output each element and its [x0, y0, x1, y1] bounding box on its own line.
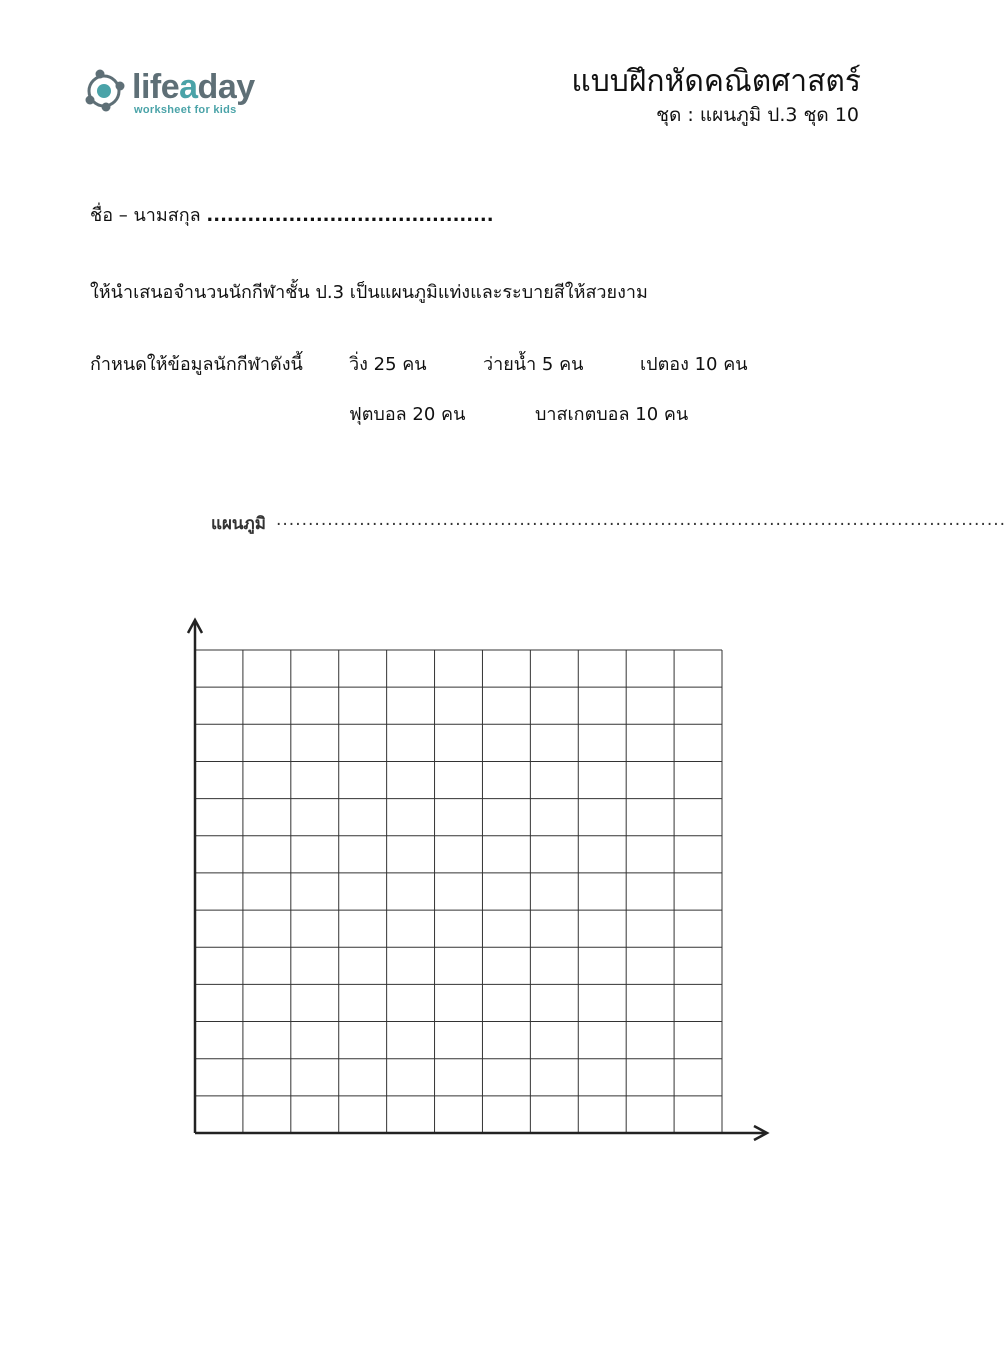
given-item-basketball: บาสเกตบอล 10 คน — [535, 404, 689, 425]
instruction-text: ให้นำเสนอจำนวนนักกีฬาชั้น ป.3 เป็นแผนภูมิแท่งและระบายสีให้สวยงาม — [90, 282, 648, 303]
brand-name: lifeaday — [132, 68, 255, 106]
chart-title-label: แผนภูมิ — [211, 514, 266, 534]
given-item-petanque: เปตอง 10 คน — [640, 354, 748, 375]
name-blank[interactable]: .......................................... — [206, 205, 494, 226]
chart-title-blank[interactable]: .................................................................................................................. — [276, 510, 1006, 530]
given-item-football: ฟุตบอล 20 คน — [349, 404, 466, 425]
given-item-swimming: ว่ายน้ำ 5 คน — [483, 354, 584, 375]
name-label: ชื่อ – นามสกุล — [90, 205, 201, 226]
worksheet-title: แบบฝึกหัดคณิตศาสตร์ — [571, 64, 861, 99]
brand-tagline: worksheet for kids — [134, 104, 237, 116]
given-label: กำหนดให้ข้อมูลนักกีฬาดังนี้ — [90, 354, 303, 375]
grid-lines — [195, 650, 722, 1133]
worksheet-subtitle: ชุด : แผนภูมิ ป.3 ชุด 10 — [656, 104, 859, 126]
given-item-running: วิ่ง 25 คน — [349, 354, 427, 375]
